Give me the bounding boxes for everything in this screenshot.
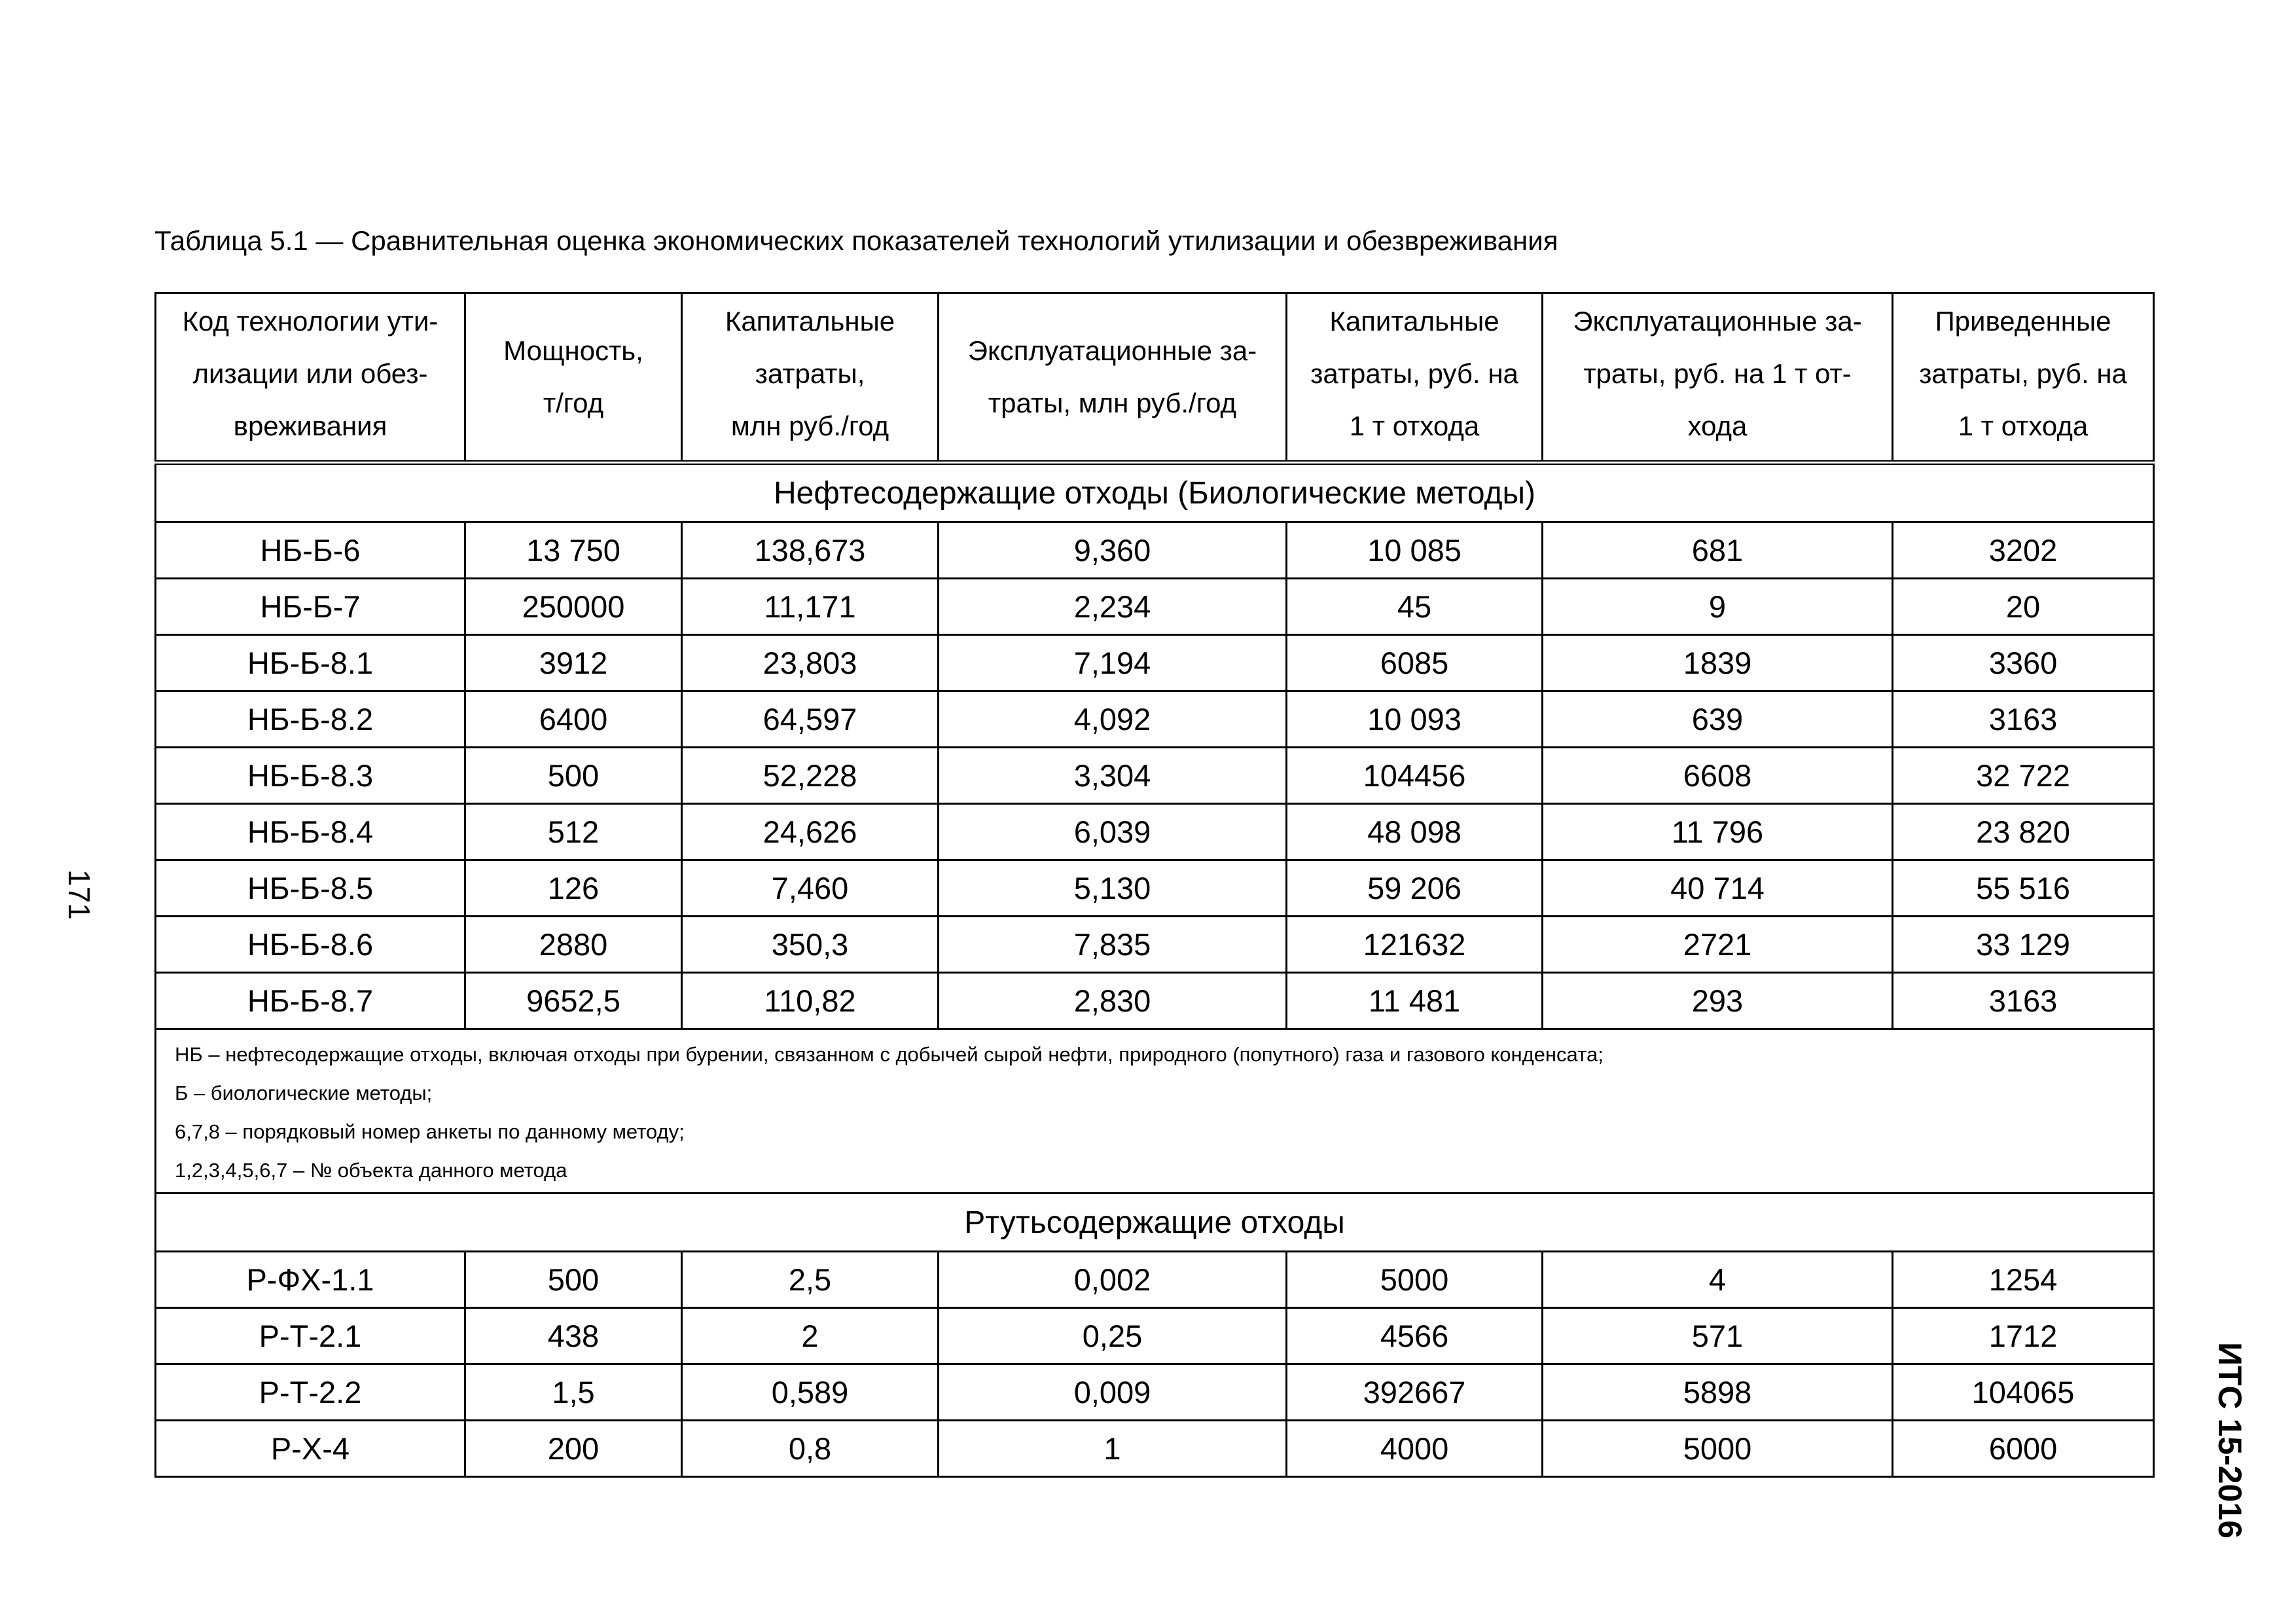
value-cell: 2,234 <box>939 579 1287 635</box>
table-row <box>156 973 2154 1029</box>
note-line: НБ – нефтесодержащие отходы, включая отходы при бурении, связанном с добычей сырой нефти, природного (попутного) газа и газового конденсата; <box>175 1043 1604 1066</box>
value-cell: 0,009 <box>939 1364 1287 1421</box>
value-cell: 0,25 <box>939 1308 1287 1364</box>
value-cell: 1254 <box>1893 1252 2154 1308</box>
value-cell: 571 <box>1543 1308 1893 1364</box>
value-cell: 104456 <box>1287 748 1543 804</box>
technology-code-cell: НБ-Б-8.5 <box>156 860 465 917</box>
value-cell: 0,589 <box>682 1364 939 1421</box>
technology-code-cell: Р-Т-2.2 <box>156 1364 465 1421</box>
note-line: Б – биологические методы; <box>175 1082 433 1104</box>
section-row <box>156 1194 2154 1252</box>
value-cell: 438 <box>465 1308 682 1364</box>
value-cell: 3360 <box>1893 635 2154 691</box>
table-row <box>156 1364 2154 1421</box>
value-cell: 4 <box>1543 1252 1893 1308</box>
value-cell: 138,673 <box>682 522 939 579</box>
document-id: ИТС 15-2016 <box>2212 1342 2248 1539</box>
value-cell: 7,835 <box>939 917 1287 973</box>
technology-code-cell: НБ-Б-7 <box>156 579 465 635</box>
value-cell: 7,460 <box>682 860 939 917</box>
value-cell: 500 <box>465 748 682 804</box>
value-cell: 9 <box>1543 579 1893 635</box>
value-cell: 5000 <box>1287 1252 1543 1308</box>
value-cell: 32 722 <box>1893 748 2154 804</box>
page-number: 171 <box>62 869 96 920</box>
technology-code-cell: Р-ФХ-1.1 <box>156 1252 465 1308</box>
value-cell: 6,039 <box>939 804 1287 860</box>
table-row <box>156 1252 2154 1308</box>
section-title: Ртутьсодержащие отходы <box>156 1194 2154 1252</box>
value-cell: 681 <box>1543 522 1893 579</box>
value-cell: 55 516 <box>1893 860 2154 917</box>
value-cell: 33 129 <box>1893 917 2154 973</box>
section-title: Нефтесодержащие отходы (Биологические методы) <box>156 463 2154 522</box>
value-cell: 9,360 <box>939 522 1287 579</box>
table-row <box>156 691 2154 748</box>
value-cell: 23 820 <box>1893 804 2154 860</box>
table-row <box>156 860 2154 917</box>
value-cell: 1712 <box>1893 1308 2154 1364</box>
header-cell: Эксплуатационные за- траты, млн руб./год <box>939 293 1287 463</box>
value-cell: 200 <box>465 1421 682 1477</box>
value-cell: 20 <box>1893 579 2154 635</box>
table-row <box>156 635 2154 691</box>
value-cell: 3912 <box>465 635 682 691</box>
value-cell: 2,830 <box>939 973 1287 1029</box>
technology-code-cell: НБ-Б-8.3 <box>156 748 465 804</box>
value-cell: 250000 <box>465 579 682 635</box>
header-cell: Приведенные затраты, руб. на 1 т отхода <box>1893 293 2154 463</box>
table-row <box>156 522 2154 579</box>
value-cell: 104065 <box>1893 1364 2154 1421</box>
value-cell: 4566 <box>1287 1308 1543 1364</box>
value-cell: 500 <box>465 1252 682 1308</box>
value-cell: 24,626 <box>682 804 939 860</box>
value-cell: 350,3 <box>682 917 939 973</box>
value-cell: 45 <box>1287 579 1543 635</box>
value-cell: 2721 <box>1543 917 1893 973</box>
value-cell: 11,171 <box>682 579 939 635</box>
value-cell: 7,194 <box>939 635 1287 691</box>
value-cell: 5,130 <box>939 860 1287 917</box>
technology-code-cell: НБ-Б-8.1 <box>156 635 465 691</box>
table-row <box>156 1421 2154 1477</box>
technology-code-cell: НБ-Б-8.6 <box>156 917 465 973</box>
table-row <box>156 579 2154 635</box>
header-cell: Мощность, т/год <box>465 293 682 463</box>
table-row <box>156 1308 2154 1364</box>
header-row <box>156 293 2154 463</box>
value-cell: 121632 <box>1287 917 1543 973</box>
note-line: 1,2,3,4,5,6,7 – № объекта данного метода <box>175 1159 567 1182</box>
notes-row <box>156 1029 2154 1194</box>
value-cell: 11 481 <box>1287 973 1543 1029</box>
value-cell: 6608 <box>1543 748 1893 804</box>
header-cell: Капитальные затраты, руб. на 1 т отхода <box>1287 293 1543 463</box>
value-cell: 126 <box>465 860 682 917</box>
value-cell: 23,803 <box>682 635 939 691</box>
value-cell: 10 085 <box>1287 522 1543 579</box>
technology-code-cell: НБ-Б-8.2 <box>156 691 465 748</box>
value-cell: 2,5 <box>682 1252 939 1308</box>
header-cell: Капитальные затраты, млн руб./год <box>682 293 939 463</box>
value-cell: 40 714 <box>1543 860 1893 917</box>
table-caption: Таблица 5.1 — Сравнительная оценка экономических показателей технологий утилизации и обезвреживания <box>154 225 1558 256</box>
value-cell: 639 <box>1543 691 1893 748</box>
table-row <box>156 748 2154 804</box>
value-cell: 11 796 <box>1543 804 1893 860</box>
note-line: 6,7,8 – порядковый номер анкеты по данному методу; <box>175 1120 685 1143</box>
value-cell: 4,092 <box>939 691 1287 748</box>
value-cell: 9652,5 <box>465 973 682 1029</box>
value-cell: 2880 <box>465 917 682 973</box>
value-cell: 5000 <box>1543 1421 1893 1477</box>
technology-code-cell: Р-Т-2.1 <box>156 1308 465 1364</box>
technology-code-cell: НБ-Б-8.7 <box>156 973 465 1029</box>
value-cell: 2 <box>682 1308 939 1364</box>
value-cell: 4000 <box>1287 1421 1543 1477</box>
value-cell: 3163 <box>1893 973 2154 1029</box>
value-cell: 6400 <box>465 691 682 748</box>
notes-cell <box>156 1029 2154 1194</box>
value-cell: 110,82 <box>682 973 939 1029</box>
value-cell: 512 <box>465 804 682 860</box>
value-cell: 3163 <box>1893 691 2154 748</box>
value-cell: 6085 <box>1287 635 1543 691</box>
value-cell: 1,5 <box>465 1364 682 1421</box>
value-cell: 48 098 <box>1287 804 1543 860</box>
technology-code-cell: НБ-Б-8.4 <box>156 804 465 860</box>
value-cell: 3202 <box>1893 522 2154 579</box>
header-cell: Код технологии ути- лизации или обез- вреживания <box>156 293 465 463</box>
value-cell: 52,228 <box>682 748 939 804</box>
technology-code-cell: Р-Х-4 <box>156 1421 465 1477</box>
value-cell: 59 206 <box>1287 860 1543 917</box>
value-cell: 0,8 <box>682 1421 939 1477</box>
economic-indicators-table <box>154 292 2155 1478</box>
value-cell: 6000 <box>1893 1421 2154 1477</box>
value-cell: 13 750 <box>465 522 682 579</box>
value-cell: 5898 <box>1543 1364 1893 1421</box>
value-cell: 293 <box>1543 973 1893 1029</box>
value-cell: 64,597 <box>682 691 939 748</box>
value-cell: 1839 <box>1543 635 1893 691</box>
table-row <box>156 917 2154 973</box>
technology-code-cell: НБ-Б-6 <box>156 522 465 579</box>
header-cell: Эксплуатационные за- траты, руб. на 1 т от- хода <box>1543 293 1893 463</box>
value-cell: 3,304 <box>939 748 1287 804</box>
section-row <box>156 463 2154 522</box>
value-cell: 392667 <box>1287 1364 1543 1421</box>
value-cell: 10 093 <box>1287 691 1543 748</box>
value-cell: 1 <box>939 1421 1287 1477</box>
value-cell: 0,002 <box>939 1252 1287 1308</box>
table-row <box>156 804 2154 860</box>
